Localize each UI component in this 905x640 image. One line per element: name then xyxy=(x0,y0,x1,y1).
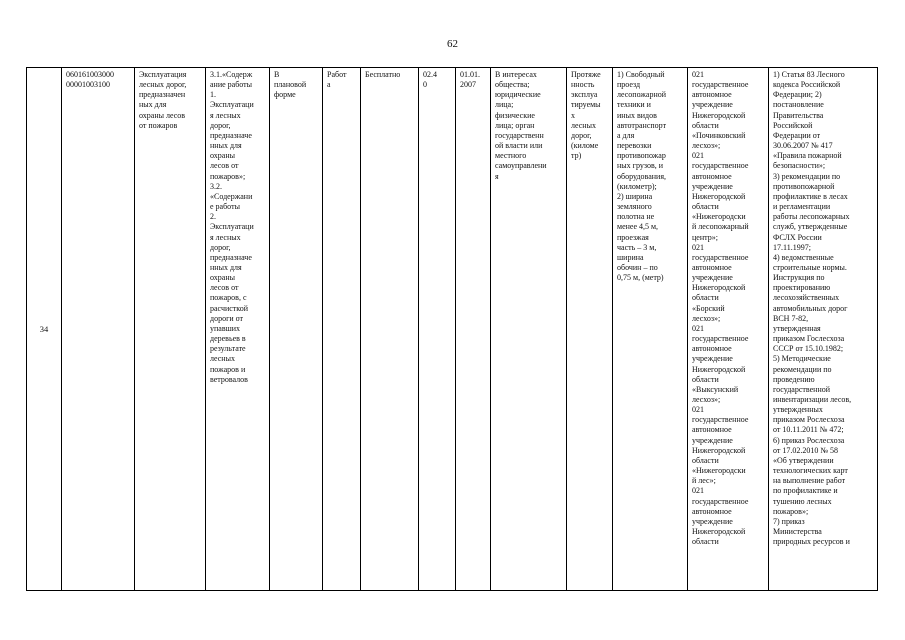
registry-code-cell: 060161003000 00001003100 xyxy=(62,68,135,591)
payment-cell: Бесплатно xyxy=(361,68,419,591)
service-name-cell: Эксплуатация лесных дорог, предназначен ных для охраны лесов от пожаров xyxy=(135,68,206,591)
table-row xyxy=(27,68,878,591)
legal-basis-cell: 1) Статья 83 Лесного кодекса Российской Федерации; 2) постановление Правительства Российской Федерации от 30.06.2007 № 417 «Правила пожарной безопасности»; 3) рекомендации по противопожарной профилактике в лесах и регламентации работы лесопожарных служб, утвержденные ФСЛХ России 17.11.1997; 4) ведомственные строительные нормы. Инструкция по проектированию лесохозяйственных автомобильных дорог ВСН 7-82, утвержденная приказом Гослесхоза СССР от 15.10.1982; 5) Методические рекомендации по проведению государственной инвентаризации лесов, утвержденных приказом Рослесхоза от 10.11.2011 № 472; 6) приказ Рослесхоза от 17.02.2010 № 58 «Об утверждении технологических карт на выполнение работ по профилактике и тушению лесных пожаров»; 7) приказ Министерства природных ресурсов и xyxy=(769,68,878,591)
institutions-cell: 021 государственное автономное учреждение Нижегородской области «Починковский лесхоз»; 021 государственное автономное учреждение Нижегородской области «Нижегородски й лесопожарный центр»; 021 государственное автономное учреждение Нижегородской области «Борский лесхоз»; 021 государственное автономное учреждение Нижегородской области «Выксунский лесхоз»; 021 государственное автономное учреждение Нижегородской области «Нижегородски й лес»; 021 государственное автономное учреждение Нижегородской области xyxy=(688,68,769,591)
form-cell: В плановой форме xyxy=(270,68,323,591)
row-number: 34 xyxy=(27,68,62,591)
consumers-cell: В интересах общества; юридические лица; физические лица; орган государственн ой власти или местного самоуправлени я xyxy=(491,68,567,591)
date-cell: 01.01. 2007 xyxy=(456,68,491,591)
page-number: 62 xyxy=(447,38,458,50)
code-cell: 02.4 0 xyxy=(419,68,456,591)
quality-indicator-cell: 1) Свободный проезд лесопожарной техники и иных видов автотранспорт а для перевозки противопожар ных грузов, и оборудования, (километр); 2) ширина земляного полотна не менее 4,5 м, проезжая часть – 3 м, ширина обочин – по 0,75 м, (метр) xyxy=(613,68,688,591)
volume-indicator-cell: Протяже нность эксплуа тируемы х лесных дорог, (киломе тр) xyxy=(567,68,613,591)
work-content-cell: 3.1.«Содерж ание работы 1. Эксплуатаци я лесных дорог, предназначе нных для охраны лесов от пожаров»; 3.2. «Содержани е работы 2. Эксплуатаци я лесных дорог, предназначе нных для охраны лесов от пожаров, с расчисткой дороги от упавших деревьев в результате лесных пожаров и ветровалов xyxy=(206,68,270,591)
register-table xyxy=(26,67,878,591)
type-cell: Работ а xyxy=(323,68,361,591)
